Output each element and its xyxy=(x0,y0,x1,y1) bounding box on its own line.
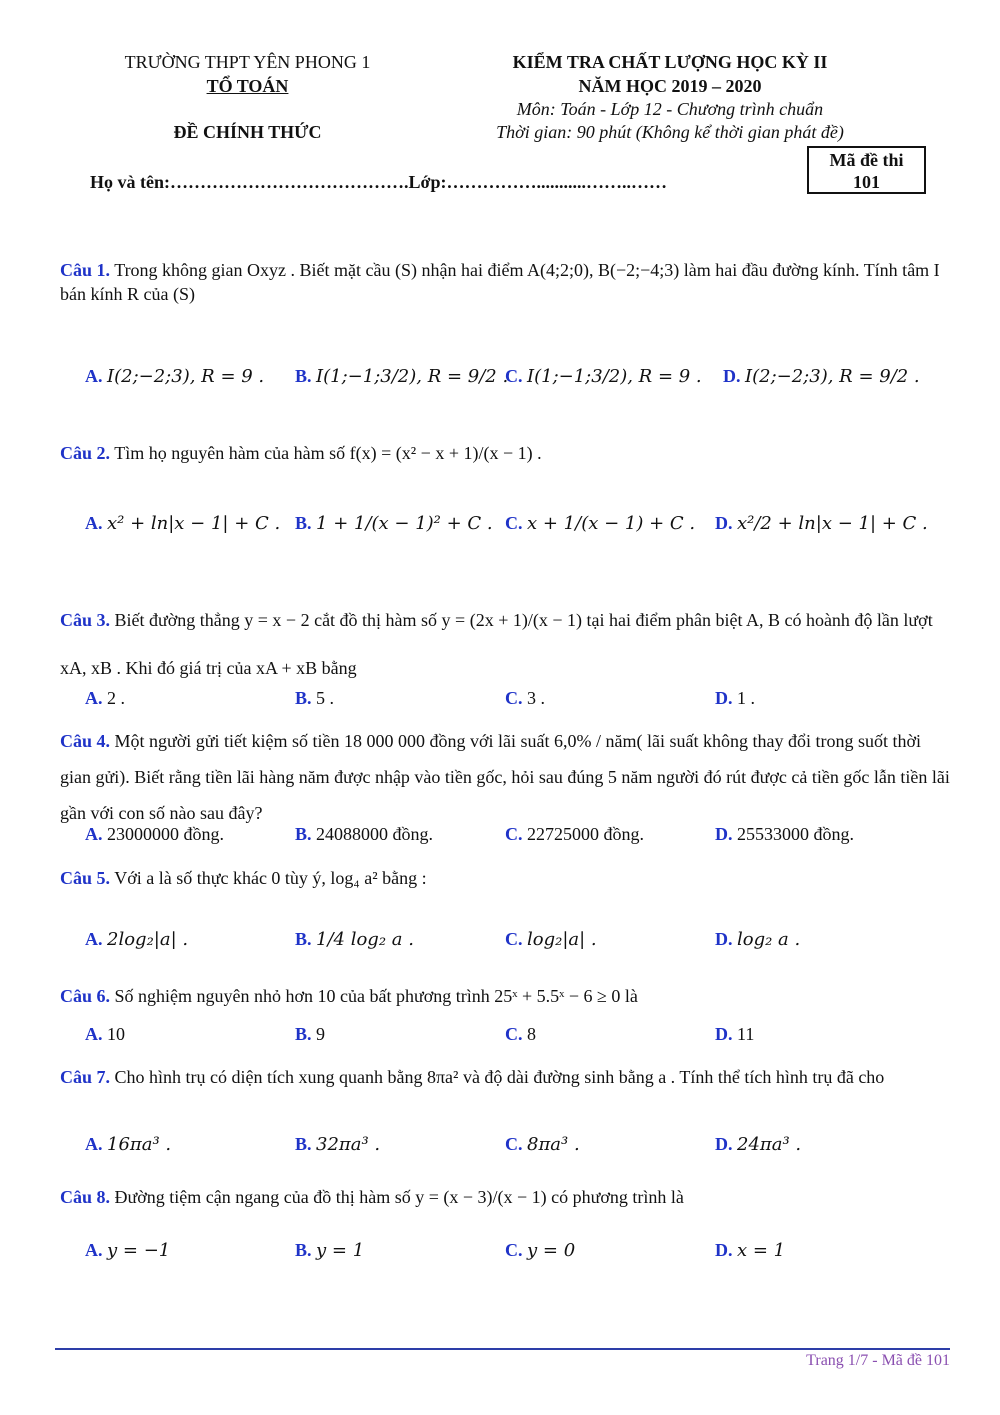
option-text: x²/2 + ln|x − 1| + C . xyxy=(737,513,928,534)
option-text: log₂ a . xyxy=(737,929,801,950)
option-text: 8πa³ . xyxy=(527,1134,580,1155)
option-b[interactable] xyxy=(295,511,493,536)
option-text: x + 1/(x − 1) + C . xyxy=(527,513,696,534)
question-text: Biết đường thẳng y = x − 2 cắt đồ thị hàm số y = (2x + 1)/(x − 1) tại hai điểm phân biệt A, B có hoành độ lần lượt xA, xB . Khi đó giá trị của xA + xB bằng xyxy=(60,610,933,678)
option-text: 3 . xyxy=(527,688,545,708)
option-c[interactable] xyxy=(505,822,644,846)
option-letter: D. xyxy=(715,824,733,844)
option-d[interactable] xyxy=(715,511,928,536)
option-letter: B. xyxy=(295,1024,312,1044)
option-c[interactable] xyxy=(505,1022,536,1046)
question-label: Câu 5. xyxy=(60,868,111,888)
question-6 xyxy=(60,984,950,1008)
exam-code-label: Mã đề thi xyxy=(829,150,904,170)
question-8 xyxy=(60,1185,950,1209)
option-a[interactable] xyxy=(85,1022,125,1046)
option-text: 2 . xyxy=(107,688,125,708)
option-letter: D. xyxy=(723,366,741,386)
option-letter: B. xyxy=(295,929,312,949)
page-footer: Trang 1/7 - Mã đề 101 xyxy=(806,1352,950,1369)
question-text: Đường tiệm cận ngang của đồ thị hàm số y = (x − 3)/(x − 1) có phương trình là xyxy=(114,1187,684,1207)
question-text: Một người gửi tiết kiệm số tiền 18 000 000 đồng với lãi suất 6,0% / năm( lãi suất không thay đổi trong suốt thời gian gửi). Biết rằng tiền lãi hàng năm được nhập vào tiền gốc, hỏi sau đúng 5 năm người đó rút được cả tiền gốc lẫn tiền lãi gần với con số nào sau đây? xyxy=(60,731,950,823)
option-letter: B. xyxy=(295,513,312,533)
question-label: Câu 4. xyxy=(60,731,111,751)
option-letter: D. xyxy=(715,1024,733,1044)
option-d[interactable] xyxy=(715,822,854,846)
question-2 xyxy=(60,441,950,465)
option-b[interactable] xyxy=(295,822,433,846)
option-text: 25533000 đồng. xyxy=(737,824,854,844)
option-text: 32πa³ . xyxy=(316,1134,381,1155)
option-b[interactable] xyxy=(295,1132,380,1157)
option-letter: A. xyxy=(85,688,103,708)
option-b[interactable] xyxy=(295,686,334,710)
question-4 xyxy=(60,723,950,831)
option-text: 11 xyxy=(737,1024,755,1044)
question-label: Câu 3. xyxy=(60,610,111,630)
option-text: x² + ln|x − 1| + C . xyxy=(107,513,281,534)
option-letter: A. xyxy=(85,513,103,533)
question-text: Tìm họ nguyên hàm của hàm số f(x) = (x² − x + 1)/(x − 1) . xyxy=(114,443,542,463)
option-text: 8 xyxy=(527,1024,536,1044)
option-d[interactable] xyxy=(715,1022,754,1046)
option-a[interactable] xyxy=(85,511,280,536)
option-text: 22725000 đồng. xyxy=(527,824,644,844)
option-d[interactable] xyxy=(723,364,920,389)
option-text: 24πa³ . xyxy=(737,1134,802,1155)
school-name: TRƯỜNG THPT YÊN PHONG 1 xyxy=(124,52,371,72)
option-text: log₂|a| . xyxy=(527,929,597,950)
time-line: Thời gian: 90 phút (Không kể thời gian phát đề) xyxy=(496,122,844,142)
question-text: Số nghiệm nguyên nhỏ hơn 10 của bất phương trình 25ˣ + 5.5ˣ − 6 ≥ 0 là xyxy=(114,986,638,1006)
question-label: Câu 7. xyxy=(60,1067,111,1087)
option-letter: A. xyxy=(85,929,103,949)
option-letter: D. xyxy=(715,513,733,533)
option-letter: A. xyxy=(85,824,103,844)
option-letter: C. xyxy=(505,513,523,533)
question-5 xyxy=(60,866,950,890)
option-letter: A. xyxy=(85,1240,103,1260)
option-text: 1 + 1/(x − 1)² + C . xyxy=(316,513,493,534)
option-a[interactable] xyxy=(85,364,264,389)
name-class-line: Họ và tên:………………………………….Lớp:……………...........……..…… xyxy=(90,172,667,192)
option-d[interactable] xyxy=(715,1132,801,1157)
option-text: I(1;−1;3/2), R = 9/2 . xyxy=(316,366,509,387)
official-label: ĐỀ CHÍNH THỨC xyxy=(173,122,322,142)
option-b[interactable] xyxy=(295,1238,364,1263)
option-c[interactable] xyxy=(505,686,545,710)
option-d[interactable] xyxy=(715,927,800,952)
option-letter: C. xyxy=(505,1024,523,1044)
question-1 xyxy=(60,258,950,306)
option-letter: B. xyxy=(295,366,312,386)
option-b[interactable] xyxy=(295,364,508,389)
footer-divider xyxy=(55,1348,950,1350)
option-letter: C. xyxy=(505,688,523,708)
option-b[interactable] xyxy=(295,927,414,952)
option-letter: C. xyxy=(505,1240,523,1260)
option-letter: A. xyxy=(85,1134,103,1154)
option-letter: A. xyxy=(85,366,103,386)
option-b[interactable] xyxy=(295,1022,325,1046)
subject-line: Môn: Toán - Lớp 12 - Chương trình chuẩn xyxy=(516,99,824,119)
option-letter: D. xyxy=(715,1134,733,1154)
option-letter: B. xyxy=(295,824,312,844)
option-text: 23000000 đồng. xyxy=(107,824,224,844)
option-letter: C. xyxy=(505,366,523,386)
option-letter: C. xyxy=(505,824,523,844)
option-letter: C. xyxy=(505,1134,523,1154)
question-3 xyxy=(60,596,950,692)
option-c[interactable] xyxy=(505,927,597,952)
option-text: I(2;−2;3), R = 9 . xyxy=(107,366,265,387)
option-text: 5 . xyxy=(316,688,335,708)
question-label: Câu 2. xyxy=(60,443,111,463)
option-c[interactable] xyxy=(505,364,702,389)
option-text: y = 0 xyxy=(527,1240,576,1261)
option-a[interactable] xyxy=(85,1132,171,1157)
question-text: Trong không gian Oxyz . Biết mặt cầu (S) nhận hai điểm A(4;2;0), B(−2;−4;3) làm hai đầu đường kính. Tính tâm I bán kính R của (S) xyxy=(60,260,940,304)
option-text: y = 1 xyxy=(316,1240,365,1261)
option-letter: B. xyxy=(295,688,312,708)
exam-code-value: 101 xyxy=(853,172,880,192)
option-text: 1/4 log₂ a . xyxy=(316,929,414,950)
option-c[interactable] xyxy=(505,1132,580,1157)
option-letter: A. xyxy=(85,1024,103,1044)
question-text: Với a là số thực khác 0 tùy ý, log₄ a² bằng : xyxy=(114,868,427,888)
school-year: NĂM HỌC 2019 – 2020 xyxy=(578,76,762,96)
option-a[interactable] xyxy=(85,822,224,846)
option-text: I(2;−2;3), R = 9/2 . xyxy=(745,366,920,387)
option-text: y = −1 xyxy=(107,1240,171,1261)
option-text: 9 xyxy=(316,1024,326,1044)
option-text: 24088000 đồng. xyxy=(316,824,434,844)
department: TỔ TOÁN xyxy=(206,76,289,96)
option-text: 1 . xyxy=(737,688,755,708)
option-text: x = 1 xyxy=(737,1240,786,1261)
question-label: Câu 6. xyxy=(60,986,111,1006)
question-label: Câu 8. xyxy=(60,1187,111,1207)
option-a[interactable] xyxy=(85,686,125,710)
option-letter: B. xyxy=(295,1240,312,1260)
question-label: Câu 1. xyxy=(60,260,111,280)
option-d[interactable] xyxy=(715,686,755,710)
option-text: I(1;−1;3/2), R = 9 . xyxy=(527,366,702,387)
question-text: Cho hình trụ có diện tích xung quanh bằng 8πa² và độ dài đường sinh bằng a . Tính thể tích hình trụ đã cho xyxy=(114,1067,885,1087)
option-text: 2log₂|a| . xyxy=(107,929,189,950)
option-text: 10 xyxy=(107,1024,125,1044)
option-c[interactable] xyxy=(505,1238,575,1263)
option-letter: D. xyxy=(715,929,733,949)
exam-title: KIỂM TRA CHẤT LƯỢNG HỌC KỲ II xyxy=(512,52,828,72)
option-letter: D. xyxy=(715,1240,733,1260)
option-text: 16πa³ . xyxy=(107,1134,172,1155)
option-letter: C. xyxy=(505,929,523,949)
question-7 xyxy=(60,1064,950,1091)
option-a[interactable] xyxy=(85,927,188,952)
option-c[interactable] xyxy=(505,511,695,536)
option-letter: D. xyxy=(715,688,733,708)
option-a[interactable] xyxy=(85,1238,170,1263)
option-letter: B. xyxy=(295,1134,312,1154)
option-d[interactable] xyxy=(715,1238,785,1263)
exam-code-box xyxy=(807,146,926,194)
